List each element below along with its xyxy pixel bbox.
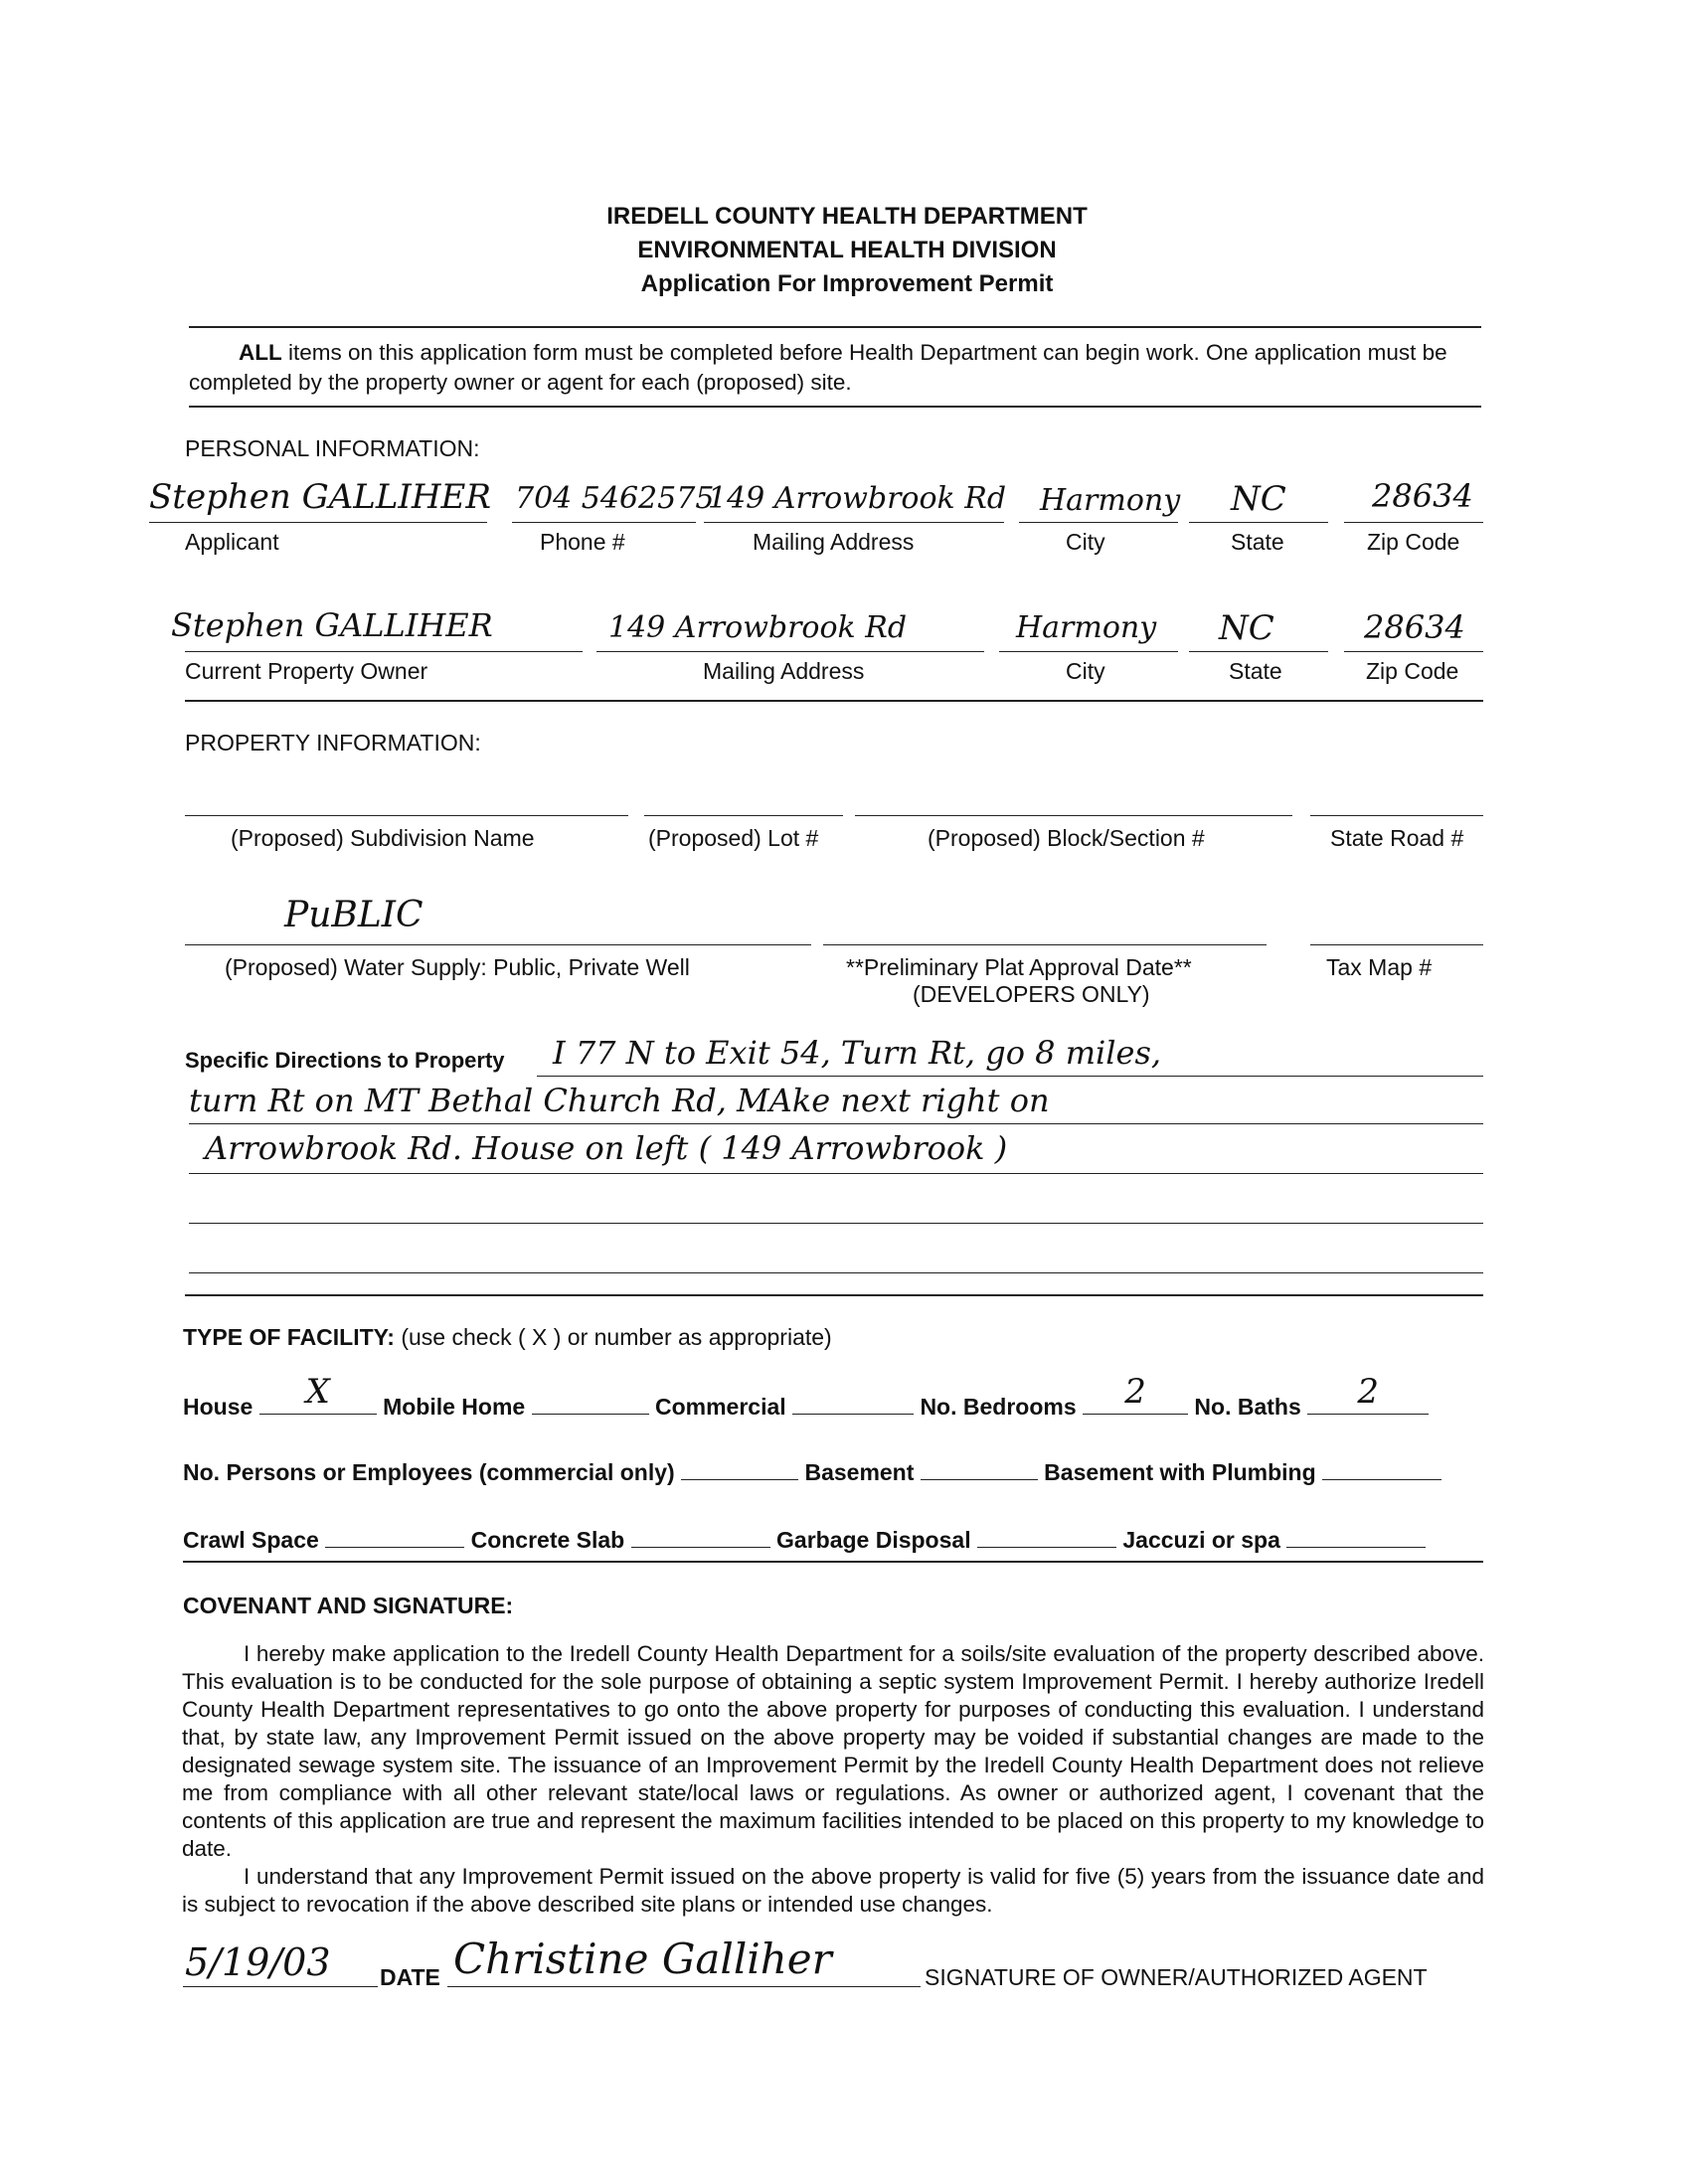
covenant-paragraph-1: I hereby make application to the Iredell County Health Department for a soils/site evaluation of the property described above. This evaluation is to be conducted for the sole purpose of obtaining a septic system Improvement Permit. I hereby authorize Iredell County Health Department representatives to go onto the above property for purposes of conducting this evaluation. I understand that, by state law, any Improvement Permit issued on the above property may be voided if substantial changes are made to the designated sewage system site. The issuance of an Improvement Permit by the Iredell County Health Department does not relieve me from compliance with all other relevant state/local laws or regulations. As owner or authorized agent, I covenant that the contents of this application are true and represent the maximum facilities intended to be placed on this property to my knowledge to date.	[182, 1641, 1484, 1861]
signature-value: Christine Galliher	[453, 1934, 832, 1983]
water-supply-value: PuBLIC	[284, 895, 424, 935]
applicant-address-value: 149 Arrowbrook Rd	[708, 481, 1007, 516]
basement-plumbing-field[interactable]	[1322, 1455, 1441, 1480]
covenant-text	[182, 1640, 1484, 1919]
owner-name-value: Stephen GALLIHER	[171, 606, 493, 644]
basement-field[interactable]	[921, 1455, 1038, 1480]
facility-rule	[183, 1561, 1483, 1563]
baths-field[interactable]: 2	[1307, 1390, 1429, 1415]
concrete-slab-field[interactable]	[631, 1523, 770, 1548]
lot-label: (Proposed) Lot #	[648, 825, 819, 851]
division-title: ENVIRONMENTAL HEALTH DIVISION	[637, 237, 1057, 263]
personal-rule	[185, 700, 1483, 702]
jacuzzi-field[interactable]	[1286, 1523, 1426, 1548]
form-title: Application For Improvement Permit	[640, 270, 1054, 297]
personal-heading: PERSONAL INFORMATION:	[185, 435, 480, 461]
facility-row-3: Crawl Space Concrete Slab Garbage Disposal Jaccuzi or spa	[183, 1523, 1426, 1554]
property-heading: PROPERTY INFORMATION:	[185, 730, 481, 756]
commercial-field[interactable]	[792, 1390, 914, 1415]
crawl-space-field[interactable]	[325, 1523, 464, 1548]
signature-field	[447, 1986, 921, 1987]
covenant-paragraph-2: I understand that any Improvement Permit issued on the above property is valid for five (5) years from the issuance date and is subject to revocation if the above described site plans or intended use changes.	[182, 1864, 1484, 1917]
applicant-address-label: Mailing Address	[753, 529, 915, 555]
plat-approval-label: **Preliminary Plat Approval Date**	[846, 954, 1192, 980]
applicant-phone-value: 704 5462575	[515, 481, 715, 516]
owner-city-value: Harmony	[1016, 610, 1157, 645]
top-rule	[189, 326, 1481, 328]
directions-line-1: I 77 N to Exit 54, Turn Rt, go 8 miles,	[553, 1034, 1162, 1072]
house-field[interactable]: X	[259, 1390, 377, 1415]
applicant-city-label: City	[1066, 529, 1105, 555]
directions-line-2: turn Rt on MT Bethal Church Rd, MAke next right on	[189, 1082, 1050, 1119]
garbage-disposal-field[interactable]	[977, 1523, 1116, 1548]
persons-field[interactable]	[681, 1455, 798, 1480]
applicant-city-value: Harmony	[1040, 483, 1181, 518]
bedrooms-field[interactable]: 2	[1083, 1390, 1188, 1415]
applicant-state-label: State	[1231, 529, 1284, 555]
applicant-label: Applicant	[185, 529, 279, 555]
intro-text	[189, 338, 1486, 398]
state-road-label: State Road #	[1330, 825, 1464, 851]
owner-zip-label: Zip Code	[1366, 658, 1459, 684]
directions-label: Specific Directions to Property	[185, 1048, 505, 1073]
signature-label: SIGNATURE OF OWNER/AUTHORIZED AGENT	[925, 1964, 1428, 1990]
tax-map-label: Tax Map #	[1326, 954, 1433, 980]
intro-lead: ALL	[239, 340, 282, 365]
owner-state-value: NC	[1219, 608, 1274, 648]
applicant-zip-label: Zip Code	[1367, 529, 1460, 555]
developers-only-label: (DEVELOPERS ONLY)	[913, 981, 1150, 1007]
block-label: (Proposed) Block/Section #	[928, 825, 1205, 851]
date-field	[183, 1986, 378, 1987]
facility-row-2: No. Persons or Employees (commercial only) Basement Basement with Plumbing	[183, 1455, 1441, 1486]
applicant-zip-value: 28634	[1372, 477, 1473, 515]
covenant-heading: COVENANT AND SIGNATURE:	[183, 1593, 514, 1618]
facility-heading: TYPE OF FACILITY: (use check ( X ) or number as appropriate)	[183, 1324, 832, 1350]
owner-label: Current Property Owner	[185, 658, 428, 684]
directions-line-3: Arrowbrook Rd. House on left ( 149 Arrowbrook )	[205, 1129, 1008, 1167]
owner-city-label: City	[1066, 658, 1105, 684]
intro-rule	[189, 406, 1481, 408]
intro-body: items on this application form must be completed before Health Department can begin work. One application must be completed by the property owner or agent for each (proposed) site.	[189, 340, 1447, 395]
owner-zip-value: 28634	[1364, 608, 1465, 646]
date-label: DATE	[380, 1964, 440, 1990]
owner-address-label: Mailing Address	[703, 658, 865, 684]
department-title: IREDELL COUNTY HEALTH DEPARTMENT	[606, 203, 1088, 230]
applicant-state-value: NC	[1231, 479, 1286, 519]
owner-address-value: 149 Arrowbrook Rd	[608, 610, 908, 645]
phone-label: Phone #	[540, 529, 625, 555]
date-value: 5/19/03	[185, 1940, 331, 1984]
facility-row-1: House X Mobile Home Commercial No. Bedrooms 2 No. Baths 2	[183, 1390, 1429, 1421]
owner-state-label: State	[1229, 658, 1282, 684]
water-supply-label: (Proposed) Water Supply: Public, Private Well	[225, 954, 690, 980]
property-rule	[185, 1294, 1483, 1296]
applicant-name-value: Stephen GALLIHER	[149, 477, 491, 517]
subdivision-label: (Proposed) Subdivision Name	[231, 825, 535, 851]
mobile-home-field[interactable]	[532, 1390, 649, 1415]
